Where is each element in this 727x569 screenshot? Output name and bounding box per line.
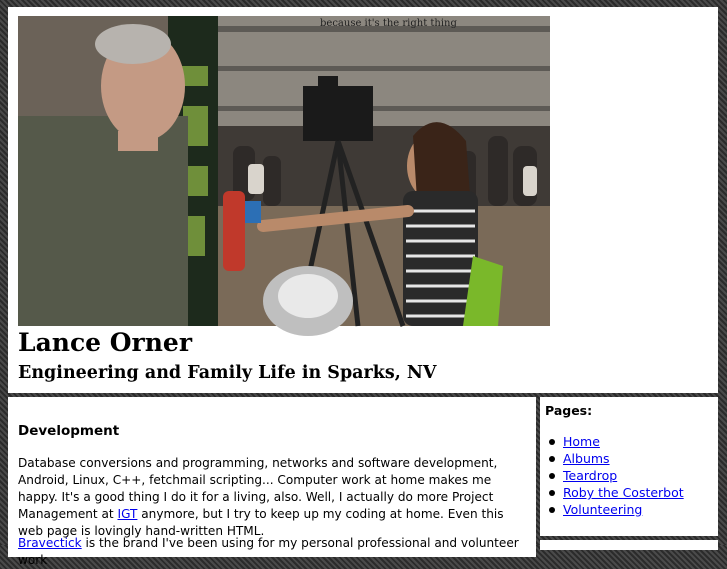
header-photo-illustration [18, 16, 550, 326]
post-title: Development [18, 423, 120, 439]
pages-sidebar [540, 397, 718, 536]
bullet-icon [549, 473, 555, 479]
bullet-icon [549, 507, 555, 513]
bullet-icon [549, 456, 555, 462]
sidebar-item-teardrop [545, 467, 684, 484]
paragraph-text: is the brand I've been using for my personal professional and volunteer work [18, 536, 519, 567]
site-title: Lance Orner [18, 328, 192, 357]
sidebar-item-home [545, 433, 684, 450]
bravectick-link[interactable]: Bravectick [18, 536, 82, 550]
wall-sign-text: because it's the right thing [320, 18, 457, 29]
roby-the-costerbot-link[interactable]: Roby the Costerbot [563, 485, 684, 500]
paragraph-text: anymore, but I try to keep up my coding at home. Even this web page is lovingly hand-written HTML. [18, 507, 504, 538]
site-tagline: Engineering and Family Life in Sparks, NV [18, 363, 437, 383]
header-photo [18, 16, 550, 326]
pages-list [545, 433, 684, 518]
secondary-sidebar-panel [540, 540, 718, 550]
bullet-icon [549, 490, 555, 496]
site-header [8, 7, 718, 393]
sidebar-item-albums [545, 450, 684, 467]
home-link[interactable]: Home [563, 434, 600, 449]
albums-link[interactable]: Albums [563, 451, 610, 466]
sidebar-item-volunteering [545, 501, 684, 518]
igt-link[interactable]: IGT [117, 507, 138, 521]
sidebar-heading: Pages: [545, 403, 593, 418]
main-content [8, 397, 536, 567]
paragraph-text: Database conversions and programming, networks and software development, Android, Linux, C++, fetchmail scripting... Computer work at home makes me happy. It's a good thing I do it for a living, also. Well, I actually do more Project Management at [18, 456, 498, 521]
bullet-icon [549, 439, 555, 445]
post-paragraph [18, 455, 528, 540]
sidebar-item-roby [545, 484, 684, 501]
post-paragraph [18, 535, 528, 569]
volunteering-link[interactable]: Volunteering [563, 502, 643, 517]
teardrop-link[interactable]: Teardrop [563, 468, 618, 483]
